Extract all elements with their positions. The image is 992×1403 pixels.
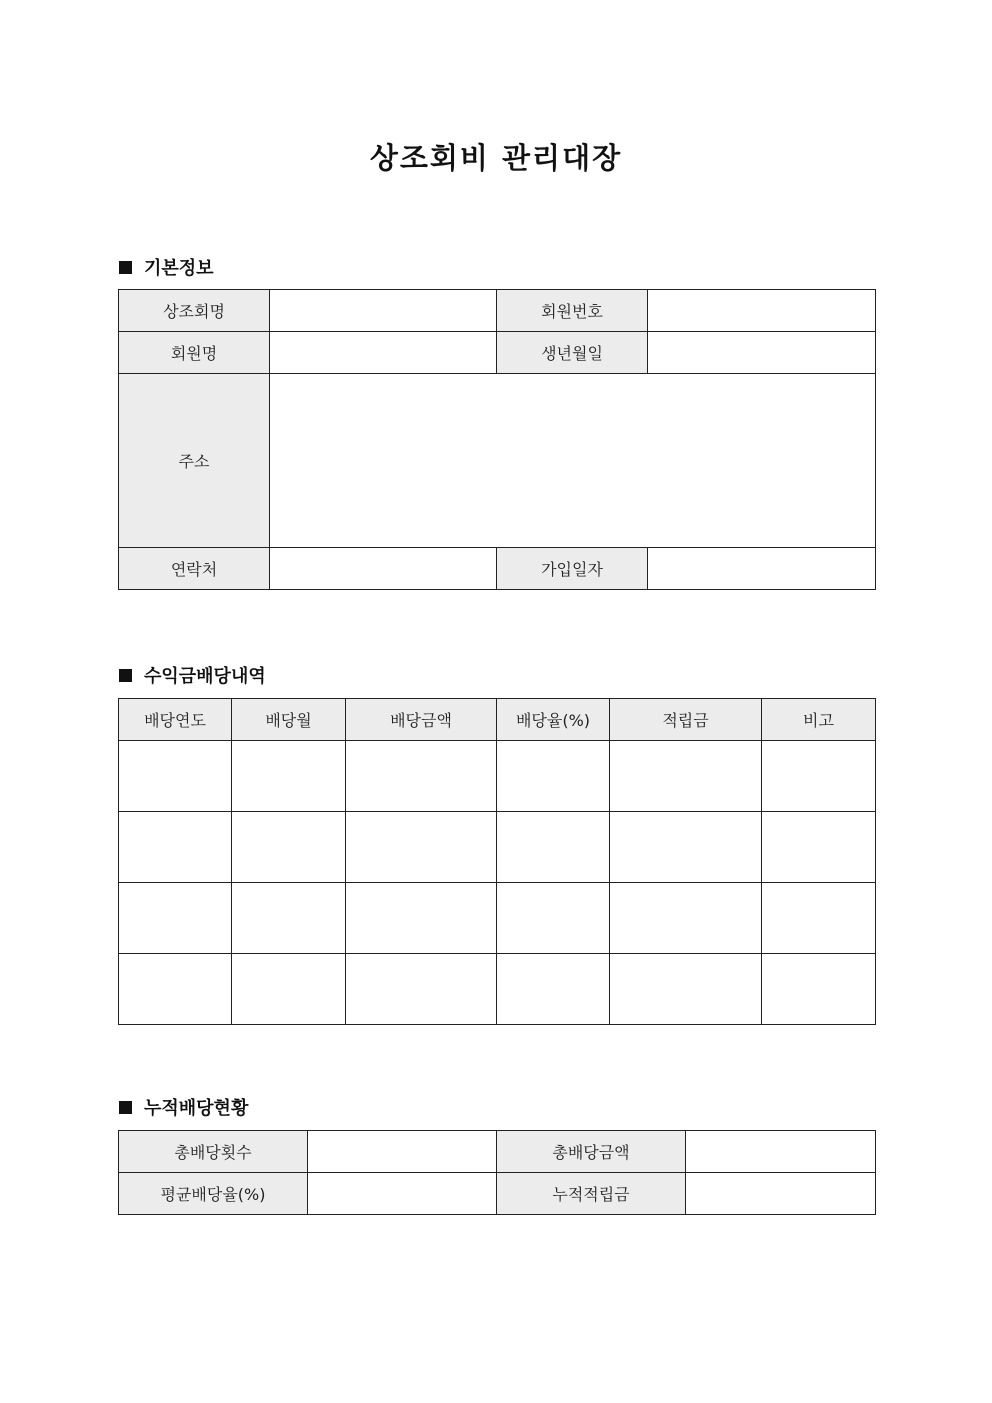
member-name-label: 회원명 (119, 332, 270, 374)
section-heading-label: 기본정보 (144, 258, 214, 279)
basic-info-table (118, 289, 876, 590)
birth-date-field[interactable] (648, 332, 876, 374)
section-heading-label: 수익금배당내역 (144, 666, 266, 687)
section-heading-label: 누적배당현황 (144, 1098, 249, 1119)
table-cell[interactable] (232, 812, 346, 883)
table-row (119, 290, 876, 332)
table-cell[interactable] (232, 883, 346, 954)
accumulated-reserve-label: 누적적립금 (497, 1173, 686, 1215)
dividend-history-table (118, 698, 876, 1025)
table-cell[interactable] (610, 954, 762, 1025)
column-header: 배당월 (232, 699, 346, 741)
contact-field[interactable] (270, 548, 497, 590)
total-amount-label: 총배당금액 (497, 1131, 686, 1173)
member-number-field[interactable] (648, 290, 876, 332)
total-count-label: 총배당횟수 (119, 1131, 308, 1173)
table-cell[interactable] (119, 954, 232, 1025)
association-name-label: 상조회명 (119, 290, 270, 332)
accumulated-reserve-field[interactable] (686, 1173, 876, 1215)
table-row (119, 1131, 876, 1173)
total-count-field[interactable] (308, 1131, 497, 1173)
square-bullet-icon (119, 261, 132, 274)
table-cell[interactable] (610, 812, 762, 883)
table-cell[interactable] (119, 812, 232, 883)
table-cell[interactable] (346, 954, 497, 1025)
table-cell[interactable] (497, 741, 610, 812)
table-cell[interactable] (232, 741, 346, 812)
total-amount-field[interactable] (686, 1131, 876, 1173)
table-row (119, 741, 876, 812)
column-header: 비고 (762, 699, 876, 741)
table-cell[interactable] (610, 883, 762, 954)
section-heading-cumulative-summary (119, 1094, 248, 1120)
average-rate-label: 평균배당율(%) (119, 1173, 308, 1215)
join-date-label: 가입일자 (497, 548, 648, 590)
table-cell[interactable] (119, 883, 232, 954)
cumulative-summary-table (118, 1130, 876, 1215)
table-header-row (119, 699, 876, 741)
table-row (119, 883, 876, 954)
table-cell[interactable] (497, 812, 610, 883)
column-header: 적립금 (610, 699, 762, 741)
table-row (119, 332, 876, 374)
table-cell[interactable] (346, 741, 497, 812)
column-header: 배당금액 (346, 699, 497, 741)
column-header: 배당율(%) (497, 699, 610, 741)
address-label: 주소 (119, 374, 270, 548)
table-cell[interactable] (610, 741, 762, 812)
birth-date-label: 생년월일 (497, 332, 648, 374)
page-title: 상조회비 관리대장 (369, 141, 623, 175)
table-row (119, 812, 876, 883)
association-name-field[interactable] (270, 290, 497, 332)
section-heading-dividend-history (119, 662, 266, 688)
address-field[interactable] (270, 374, 876, 548)
contact-label: 연락처 (119, 548, 270, 590)
square-bullet-icon (119, 669, 132, 682)
section-heading-basic-info (119, 254, 214, 280)
table-cell[interactable] (762, 954, 876, 1025)
table-cell[interactable] (346, 883, 497, 954)
table-row (119, 954, 876, 1025)
average-rate-field[interactable] (308, 1173, 497, 1215)
table-row (119, 374, 876, 548)
table-cell[interactable] (762, 741, 876, 812)
table-cell[interactable] (232, 954, 346, 1025)
join-date-field[interactable] (648, 548, 876, 590)
table-cell[interactable] (346, 812, 497, 883)
table-row (119, 548, 876, 590)
table-cell[interactable] (762, 883, 876, 954)
table-cell[interactable] (762, 812, 876, 883)
member-name-field[interactable] (270, 332, 497, 374)
square-bullet-icon (119, 1101, 132, 1114)
table-cell[interactable] (497, 883, 610, 954)
member-number-label: 회원번호 (497, 290, 648, 332)
table-cell[interactable] (119, 741, 232, 812)
table-row (119, 1173, 876, 1215)
table-cell[interactable] (497, 954, 610, 1025)
column-header: 배당연도 (119, 699, 232, 741)
